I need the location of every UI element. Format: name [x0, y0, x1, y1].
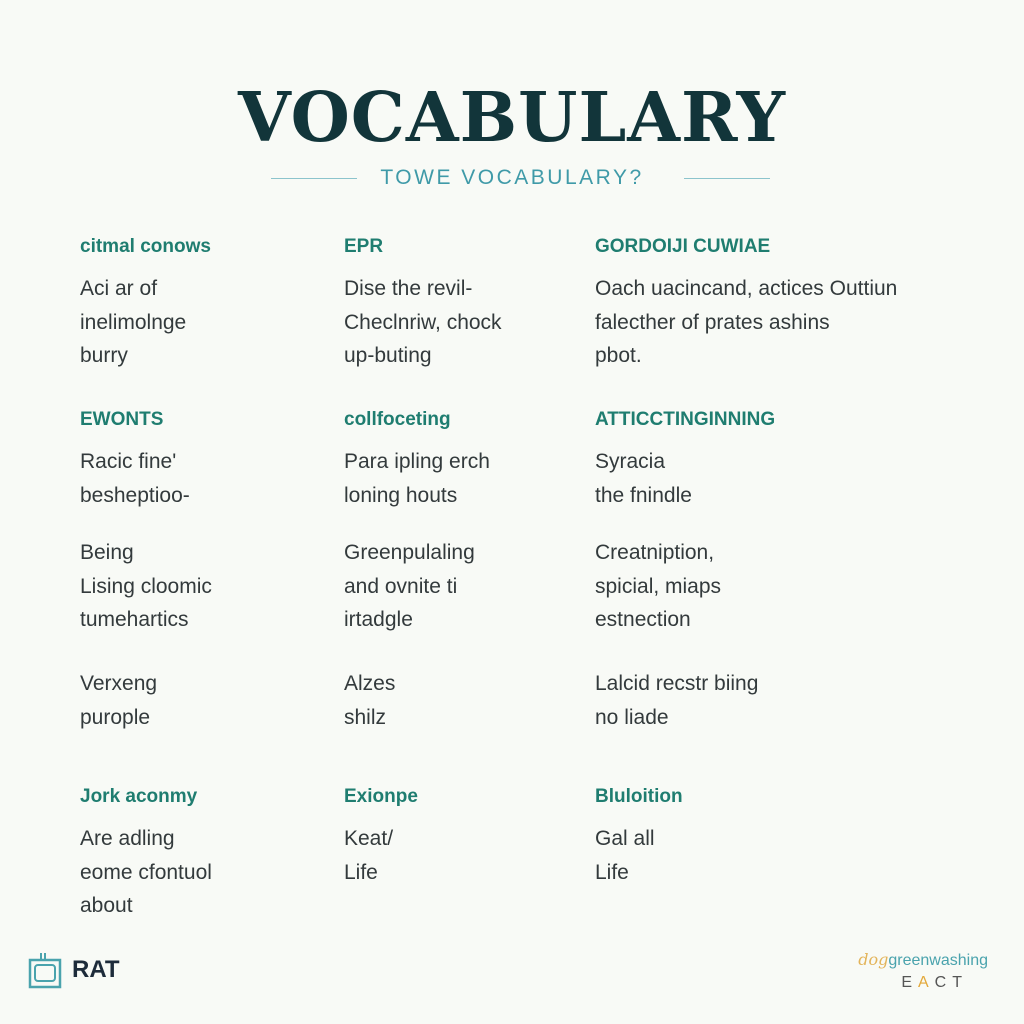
section-line: Para ipling erch: [344, 450, 490, 473]
section-line: Life: [344, 860, 378, 884]
vocab-section: [344, 236, 502, 373]
section-line: spicial, miaps: [595, 574, 722, 598]
section-line: Lising cloomic: [80, 574, 212, 598]
vocab-section: [344, 409, 490, 512]
section-heading: ATTICCTINGINNING: [595, 409, 776, 430]
section-line: Keat/: [344, 827, 394, 850]
vocab-section: [595, 786, 683, 889]
section-heading: EPR: [344, 236, 384, 257]
vocab-section: [344, 786, 418, 889]
vocab-section: [80, 236, 211, 373]
section-line: besheptioo-: [80, 483, 190, 507]
section-line: Alzes: [344, 672, 396, 695]
vocab-section: [595, 409, 775, 512]
divider-right: [684, 178, 770, 179]
section-heading: EWONTS: [80, 409, 164, 430]
rat-logo: [28, 950, 120, 990]
vocab-section: [344, 536, 475, 637]
section-line: tumehartics: [80, 608, 189, 631]
vocab-section: [595, 667, 758, 734]
section-line: the fnindle: [595, 483, 692, 507]
vocab-section: [80, 536, 212, 637]
section-line: Gal all: [595, 827, 655, 850]
section-line: Are adling: [80, 827, 175, 850]
section-heading: citmal conows: [80, 236, 211, 257]
vocab-section: [595, 236, 897, 373]
section-line: Aci ar of: [80, 277, 158, 300]
section-line: loning houts: [344, 483, 458, 507]
section-line: no liade: [595, 705, 669, 729]
logo-sub-a: A: [918, 974, 935, 991]
tv-icon: [28, 950, 64, 990]
section-line: estnection: [595, 608, 691, 631]
section-line: Lalcid recstr biing: [595, 672, 759, 695]
section-line: Syracia: [595, 450, 666, 473]
section-line: burry: [80, 344, 128, 367]
page-title: VOCABULARY: [238, 78, 786, 158]
section-heading: Bluloition: [595, 786, 683, 807]
section-heading: GORDOIJI CUWIAE: [595, 236, 771, 257]
section-line: about: [80, 894, 133, 917]
section-line: Greenpulaling: [344, 541, 475, 564]
logo-sub-e: E: [901, 974, 918, 991]
vocab-section: [80, 667, 157, 734]
section-line: Oach uacincand, actices Outtiun: [595, 277, 898, 300]
logo-word: greenwashing: [888, 952, 988, 969]
section-line: Checlnriw, chock: [344, 310, 502, 334]
rat-logo-text: RAT: [72, 956, 120, 983]
section-heading: collfoceting: [344, 409, 451, 430]
greenwashing-logo: [858, 950, 988, 992]
section-line: irtadgle: [344, 608, 413, 631]
section-line: inelimolnge: [80, 310, 187, 334]
vocab-section: [80, 786, 212, 923]
vocab-section: [344, 667, 395, 734]
logo-sub-ct: CT: [934, 974, 968, 991]
section-line: Life: [595, 860, 629, 884]
section-line: Dise the revil-: [344, 277, 473, 300]
section-line: shilz: [344, 705, 387, 729]
vocab-section: [595, 536, 721, 637]
section-line: and ovnite ti: [344, 574, 458, 598]
section-line: falecther of prates ashins: [595, 310, 830, 334]
vocab-section: [80, 409, 190, 512]
section-line: eome cfontuol: [80, 860, 212, 884]
section-heading: Jork aconmy: [80, 786, 198, 807]
section-line: Creatniption,: [595, 541, 715, 564]
section-line: Being: [80, 541, 134, 564]
section-line: up-buting: [344, 344, 432, 367]
section-line: Verxeng: [80, 672, 158, 695]
section-heading: Exionpe: [344, 786, 418, 807]
logo-script: dog: [858, 950, 889, 969]
section-line: pbot.: [595, 344, 642, 367]
section-line: purople: [80, 705, 151, 729]
page-subtitle: TOWE VOCABULARY?: [380, 166, 644, 189]
section-line: Racic fine': [80, 450, 177, 473]
